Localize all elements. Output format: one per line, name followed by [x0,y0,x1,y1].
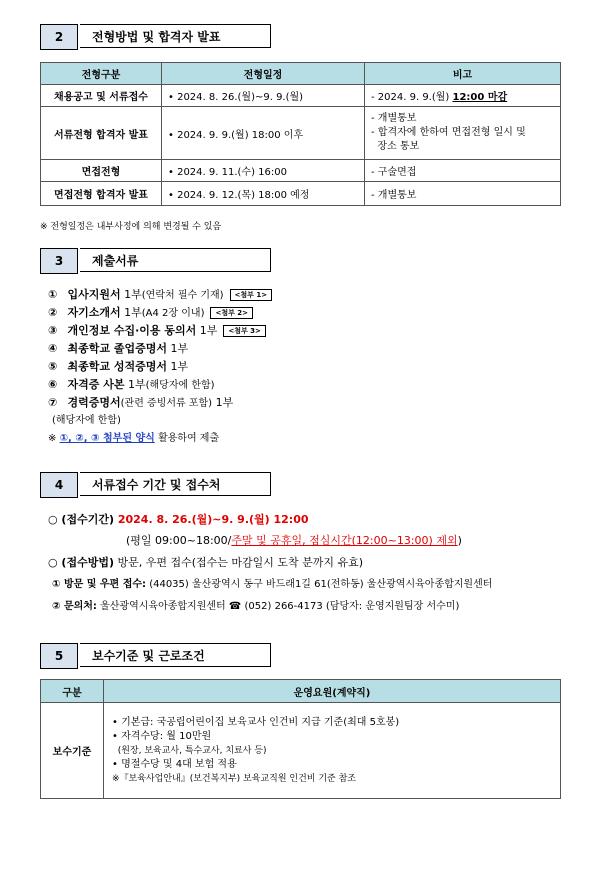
section-title: 보수기준 및 근로조건 [80,643,271,667]
column-header: 전형구분 [41,63,162,85]
item-detail: 1부 [196,324,218,337]
contact-row [48,596,492,618]
remark-cell: - 구술면접 [365,160,561,182]
remark-line: - 합격자에 한하여 면접전형 일시 및 [371,127,526,138]
stage-cell: 면접전형 합격자 발표 [41,182,162,206]
table-row [41,703,561,799]
visit-row [48,574,492,596]
table-row [41,85,561,107]
item-note: (해당자에 한함) [52,415,121,426]
list-item [48,394,272,412]
period-value: 2024. 8. 26.(월)~9. 9.(월) 12:00 [117,513,309,526]
footer-suffix: 활용하여 제출 [154,433,220,444]
pay-label: 보수기준 [41,703,104,799]
documents-footer [48,430,272,448]
method-row [48,552,492,574]
item-name: 자격증 사본 [67,378,125,391]
method-value: 방문, 우편 접수(접수는 마감일시 도착 분까지 유효) [114,556,364,569]
remark-line: 장소 통보 [371,141,420,152]
column-header: 전형일정 [162,63,365,85]
pay-line: ※『보육사업안내』(보건복지부) 보육교직원 인건비 기준 참조 [112,773,356,784]
documents-list [48,286,272,448]
item-sub: (관련 증빙서류 포함) [120,398,213,409]
table-row [41,160,561,182]
remark-line: - 개별통보 [371,113,417,124]
attachment-badge: <첨부 1> [230,289,273,301]
period-note-row [48,530,492,552]
visit-label: ① 방문 및 우편 접수: [52,579,147,590]
list-item [48,376,272,394]
pay-details [104,703,561,799]
item-number: ⑦ [48,396,58,409]
item-detail: 1부 [120,306,142,319]
section-number: 2 [40,24,78,50]
item-number: ① [48,288,58,301]
item-name: 최종학교 성적증명서 [67,360,167,373]
section-number: 5 [40,643,78,669]
item-number: ② [48,306,58,319]
column-header: 비고 [365,63,561,85]
section-title: 전형방법 및 합격자 발표 [80,24,271,48]
pay-line: • 명절수당 및 4대 보험 적용 [112,758,237,770]
contact-info: 울산광역시육아종합지원센터 ☎ (052) 266-4173 (담당자: 운영지원팀장 서수미) [96,601,460,612]
section-number: 4 [40,472,78,498]
list-item [48,322,272,340]
method-label: ○ (접수방법) [48,556,114,569]
item-number: ④ [48,342,58,355]
column-header: 구분 [41,680,104,703]
item-name: 자기소개서 [67,306,121,319]
stage-cell: 면접전형 [41,160,162,182]
table-row [41,107,561,160]
remark-text: - 2024. 9. 9.(월) [371,92,453,103]
schedule-cell: • 2024. 9. 9.(월) 18:00 이후 [162,107,365,160]
attachment-link[interactable]: ①, ②, ③ 첨부된 양식 [59,433,155,444]
pay-table [40,679,561,799]
period-exclusion: 주말 및 공휴일, 점심시간(12:00~13:00) 제외 [231,534,458,547]
item-sub: (연락처 필수 기재) [141,290,224,301]
period-note-end: ) [457,534,462,547]
item-detail: 1부 [212,396,234,409]
pay-line: • 기본급: 국공립어린이집 보육교사 인건비 지급 기준(최대 5호봉) [112,716,400,728]
stage-cell: 채용공고 및 서류접수 [41,85,162,107]
section-4-header [40,472,271,498]
stage-cell: 서류전형 합격자 발표 [41,107,162,160]
item-number: ⑥ [48,378,58,391]
remark-cell: - 개별통보 [365,182,561,206]
period-row [48,510,492,530]
column-header: 운영요원(계약직) [104,680,561,703]
deadline-text: 12:00 마감 [452,92,508,103]
item-sub: (A4 2장 이내) [141,308,205,319]
section-3-header [40,248,271,274]
item-number: ③ [48,324,58,337]
item-detail: 1부 [166,360,189,373]
table-row [41,182,561,206]
attachment-badge: <첨부 3> [223,325,266,337]
footer-prefix: ※ [48,433,60,444]
item-sub: (해당자에 한함) [145,380,215,391]
item-name: 입사지원서 [67,288,121,301]
contact-label: ② 문의처: [52,601,97,612]
pay-line: • 자격수당: 월 10만원 [112,730,212,742]
item-detail: 1부 [166,342,189,355]
remark-cell [365,85,561,107]
table-header-row [41,680,561,703]
list-item [48,286,272,304]
list-item [48,304,272,322]
schedule-cell: • 2024. 8. 26.(월)~9. 9.(월) [162,85,365,107]
visit-address: (44035) 울산광역시 동구 바드래1길 61(전하동) 울산광역시육아종합지원센터 [146,579,493,590]
item-number: ⑤ [48,360,58,373]
list-item [48,340,272,358]
section-2-header [40,24,271,50]
section-title: 서류접수 기간 및 접수처 [80,472,271,496]
pay-line: (원장, 보육교사, 특수교사, 치료사 등) [112,745,267,756]
period-note: (평일 09:00~18:00/ [126,534,232,547]
item-name: 개인정보 수집·이용 동의서 [67,324,197,337]
item-detail: 1부 [120,288,142,301]
schedule-cell: • 2024. 9. 11.(수) 16:00 [162,160,365,182]
section-5-header [40,643,271,669]
item-name: 경력증명서 [67,396,121,409]
schedule-cell: • 2024. 9. 12.(목) 18:00 예정 [162,182,365,206]
schedule-note: ※ 전형일정은 내부사정에 의해 변경될 수 있음 [40,222,222,232]
section-title: 제출서류 [80,248,271,272]
attachment-badge: <첨부 2> [210,307,253,319]
schedule-table [40,62,561,206]
section-number: 3 [40,248,78,274]
item-name: 최종학교 졸업증명서 [67,342,167,355]
submission-info [48,510,492,618]
period-label: ○ (접수기간) [48,513,118,526]
item-detail: 1부 [124,378,146,391]
remark-cell [365,107,561,160]
table-header-row [41,63,561,85]
list-item [48,358,272,376]
